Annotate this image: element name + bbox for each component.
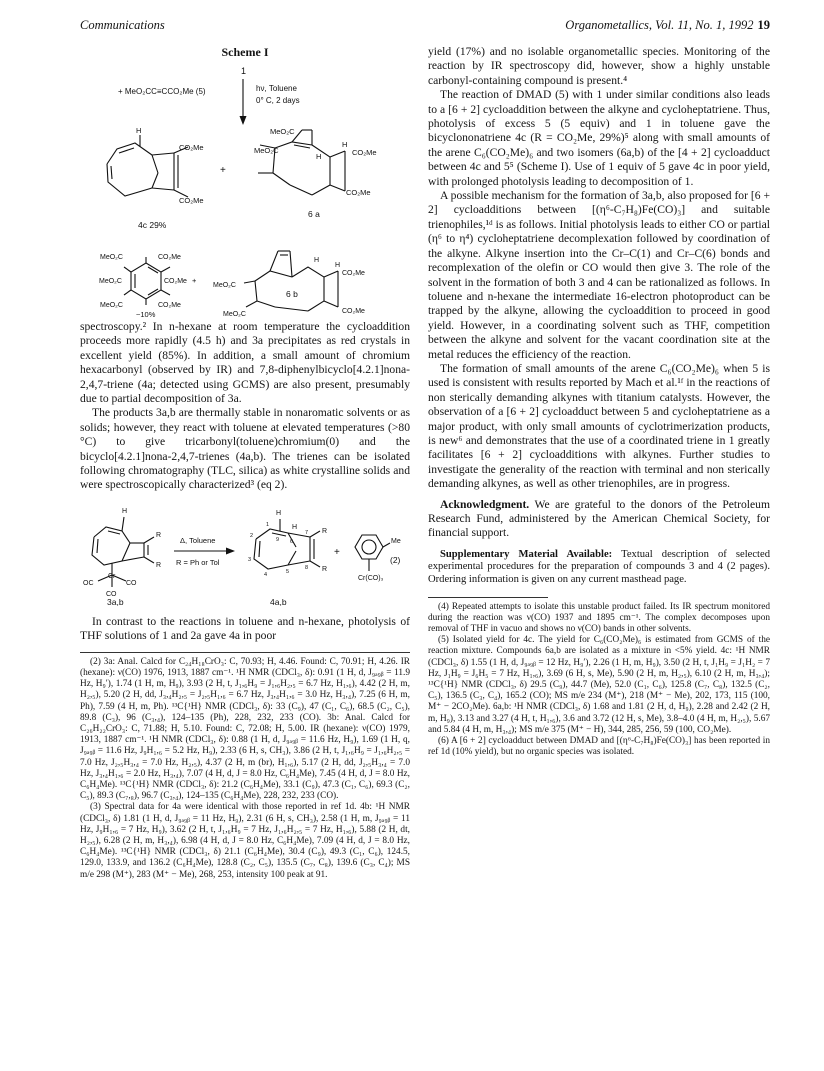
eq-locant-6: 6 [290, 538, 294, 545]
right-column [428, 45, 770, 758]
eq-label-4ab: 4a,b [270, 596, 287, 607]
eq-plus: + [334, 546, 340, 558]
right-paragraph-3: A possible mechanism for the formation of 3a,b, also proposed for [6 + 2] cycloadditions between [(η⁶-C₇H₈)Fe(CO)₃] and suitable trienophiles,¹ᵈ is as follows. Initial photolysis leads to either CO or partial (η⁶ to η⁴) cycloheptatriene decomplexation followed by coordination of the alkyne. Alkyne insertion into the Cr–C(1) and Cr–C(6) bonds and recomplexation of the olefin or CO would then give 3. The role of the solvent in the formation of both 3 and 4 can be rationalized as follows. In toluene and n-hexane the intermediate 16-electron photoproduct can be trapped by the alkyne, allowing the cycloaddition to proceed in good yield. However, in a coordinating solvent such as THF, competition between the alkyne and solvent for the vacant coordination site at the metal reduces the efficiency of the reaction. [428, 189, 770, 361]
scheme-6b-CO2Me-bottom: CO₂Me [342, 308, 365, 315]
scheme-6b-H-1: H [314, 257, 320, 264]
footnote-3: (3) Spectral data for 4a were identical with those reported in ref 1d. 4b: ¹H NMR (CDCl₃, δ) 1.81 (1 H, d, J₉ₐ₉ᵦ = 11 Hz, H₉), 2.31 (6 H, s, CH₃), 2.58 (1 H, m, J₉ₐ₉ᵦ = 11 Hz, J₉H₁,₆ = 7 Hz, H₉), 3.62 (2 H, t, J₁,₆H₉ = 7 Hz, J₁,₆H₂,₅ = 7 Hz, H₁,₆), 5.88 (2 H, dt, H₂,₅), 6.28 (2 H, m, H₃,₄), 6.98 (4 H, d, J = 8.0 Hz, C₆H₄Me), 7.09 (4 H, d, J = 8.0 Hz, C₆H₄Me). ¹³C{¹H} NMR (CDCl₃, δ) 21.1 (C₆H₄Me), 30.4 (C₉), 49.3 (C₁, C₆), 124.5, 129.0, 133.9, and 136.2 (C₆H₄Me), 128.8 (C₂, C₅), 135.5 (C₇, C₈), 139.6 (C₃, C₄); MS m/e 298 (M⁺), 283 (M⁺ − Me), 268, 253, intensity 100 peak at 91. [80, 802, 410, 880]
scheme-arene-yield: ~10% [136, 310, 156, 319]
scheme-1 [80, 45, 410, 320]
eq-4ab-H-right: H [292, 523, 298, 531]
scheme-6a-MeO2C-mid: MeO₂C [254, 146, 279, 155]
scheme-6a-H-1: H [316, 152, 322, 161]
arene-MeO2C-2: MeO₂C [99, 278, 122, 285]
supplementary-text: Textual description of selected experimental procedures for the preparation of compounds 3 and 4 (2 pages). Ordering information is given on any current masthead page. [428, 548, 770, 585]
eq-toluene-CrCO3: Cr(CO)₃ [358, 574, 384, 582]
right-paragraph-2: The reaction of DMAD (5) with 1 under similar conditions also leads to a [6 + 2] cycloaddition between the alkyne and cycloheptatriene. Thus, photolysis of excess 5 (5 equiv) and 1 in toluene gave the bicyclononatriene 4c (R = CO₂Me, 29%)⁵ along with small amounts of the arene C₆(CO₂Me)₆ and two isomers (6a,b) of the [4 + 2] cycloadduct between 4c and 5⁵ (Scheme I). Use of 1 equiv of 5 gave 4c in poor yield, with prolonged photolysis leading to decomposition of 1. [428, 88, 770, 188]
eq-3ab-H: H [122, 507, 128, 515]
footnote-divider-right [428, 597, 548, 598]
eq-3ab-R-top: R [156, 531, 162, 539]
left-column [80, 45, 410, 881]
scheme-label-6a: 6 a [308, 209, 320, 219]
eq-toluene-Me: Me [391, 537, 401, 545]
footnote-6: (6) A [6 + 2] cycloadduct between DMAD and [(η⁶-C₇H₈)Fe(CO)₃] has been reported in ref 1d (10% yield), but no organic species was isolated. [428, 736, 770, 758]
left-paragraph-3: In contrast to the reactions in toluene and n-hexane, photolysis of THF solutions of 1 and 2a gave 4a in poor [80, 614, 410, 643]
eq-4ab-R-top: R [322, 527, 328, 535]
running-head-journal-section: Communications [80, 18, 165, 32]
eq-locant-5: 5 [286, 568, 290, 575]
scheme-4c-CO2Me-bottom: CO₂Me [179, 196, 204, 205]
eq-4ab-R-bottom: R [322, 565, 328, 573]
footnote-5: (5) Isolated yield for 4c. The yield for C₆(CO₂Me)₆ is estimated from GCMS of the reaction mixture. Compounds 6a,b are isolated as a mixture in <5% yield. 4c: ¹H NMR (CDCl₃, δ) 1.55 (1 H, d, J₉ₐ₉ᵦ = 12 Hz, H₉′), 2.26 (1 H, m, H₉), 3.50 (2 H, t, J₁H₉ = J₁H₂ = 7 Hz, J₁H₉ = J₆H₅ = 7 Hz, H₁,₆), 3.69 (6 H, s, Me), 5.90 (2 H, m, H₂,₅), 6.10 (2 H, m, H₃,₄); ¹³C{¹H} NMR (CDCl₃, δ) 29.5 (C₉), 44.7 (Me), 52.0 (C₁, C₆), 125.8 (C₇, C₈), 132.5 (C₂, C₅), 136.5 (C₃, C₄), 165.2 (CO); MS m/e 234 (M⁺), 218 (M⁺ − Me), 202, 173, 115 (100, M⁺ − 2CO₂Me). 6a,b: ¹H NMR (CDCl₃, δ) 1.68 and 1.81 (2 H, d, H₉), 2.28 and 2.42 (2 H, m, H₉), 3.13 and 3.27 (4 H, t, H₁,₆), 3.6 and 3.72 (12 H, s, Me), 3.8–4.0 (4 H, m, H₂,₅), 5.67 and 5.84 (4 H, m, H₃,₄); MS m/e 375 (M⁺ − H), 344, 285, 256, 59 (100, CO₂Me). [428, 635, 770, 735]
footnote-divider-left [80, 652, 410, 653]
equation-2 [80, 499, 410, 607]
scheme-6b-MeO2C-1: MeO₂C [213, 282, 236, 289]
scheme-plus-1: + [220, 165, 226, 176]
footnote-2: (2) 3a: Anal. Calcd for C₂₄H₁₈CrO₃: C, 70.93; H, 4.46. Found: C, 70.91; H, 4.26. IR (hexane): ν(CO) 1976, 1913, 1887 cm⁻¹. ¹H NMR (CDCl₃, δ): 0.91 (1 H, d, J₉ₐ₉ᵦ = 11.9 Hz, H₉′), 1.74 (1 H, m, H₉), 3.93 (2 H, t, J₁,₆H₉ = J₁,₆H₂,₅ = 6.7 Hz, H₁,₆), 4.42 (2 H, m, H₂,₅), 5.20 (2 H, dd, J₃,₄H₂,₅ = J₂,₅H₁,₆ = 6.7 Hz, J₃,₄H₁,₆ = 3.0 Hz, H₃,₄), 7.25 (6 H, m, Ph), 7.59 (4 H, m, Ph). ¹³C{¹H} NMR (CDCl₃, δ): 33 (C₉), 47 (C₁, C₆), 68.5 (C₂, C₅), 89.8 (C₃), 96 (C₃,₄), 124–135 (Ph), 228, 232, 233 (CO). 3b: Anal. Calcd for C₂₆H₂₂CrO₃: C, 71.88; H, 5.10. Found: C, 72.08; H, 5.00. IR (hexane): ν(CO) 1979, 1913, 1887 cm⁻¹. ¹H NMR (CDCl₃, δ): 0.88 (1 H, d, J₉ₐ₉ᵦ = 11.6 Hz, H₉), 1.69 (1 H, q, J₉ₐ₉ᵦ = 11.6 Hz, J₉H₁,₆ = 5.2 Hz, H₉), 2.33 (6 H, s, CH₃), 3.86 (2 H, t, J₁,₆H₉ = J₁,₆H₂,₅ = 7.0 Hz, J₂,₅H₃,₄ = 7.0 Hz, H₂,₅), 4.37 (2 H, m (br), H₁,₆), 5.17 (2 H, dd, J₂,₅H₃,₄ = 7.0 Hz, J₃,₄H₁,₆ = 2.0 Hz, H₃,₄), 7.07 (4 H, d, J = 8.0 Hz, C₆H₄Me), 7.45 (4 H, d, J = 8.0 Hz, C₆H₄Me). ¹³C{¹H} NMR (CDCl₃, δ): 21.2 (C₆H₄Me), 33.1 (C₉), 47.3 (C₁, C₆), 69.3 (C₂, C₅), 89.3 (C₇,₈), 96.7 (C₃,₄), 124–135 (C₆H₄Me), 228, 232, 233 (CO). [80, 656, 410, 802]
page-number: 19 [757, 18, 770, 32]
supplementary-heading: Supplementary Material Available: [440, 548, 613, 560]
eq-label-3ab: 3a,b [107, 596, 124, 607]
arene-MeO2C-1: MeO₂C [100, 254, 123, 261]
footnote-4: (4) Repeated attempts to isolate this unstable product failed. Its IR spectrum monitored during the reaction was ν(CO) 1937 and 1895 cm⁻¹. The complex decomposes upon removal of THF in vacuo and shows no ν(CO) bands in other solvents. [428, 601, 770, 634]
left-paragraph-1: spectroscopy.² In n-hexane at room temperature the cycloaddition proceeds more rapidly (4.5 h) and 3a precipitates as red crystals in excellent yield (85%). In addition, a small amount of chromium hexacarbonyl (observed by IR) and 7,8-diphenylbicyclo[4.2.1]nona-2,4,7-triene (4a; detected using GCMS) are also present, presumably due to partial decomposition of 3a. [80, 320, 410, 406]
eq-3ab-Cr: Cr [108, 572, 116, 580]
scheme-6a-MeO2C-top: MeO₂C [270, 127, 295, 136]
scheme-4c-H: H [136, 126, 142, 135]
scheme-conditions-1: hν, Toluene [256, 84, 297, 93]
scheme-6a-H-2: H [342, 140, 348, 149]
acknowledgment [428, 498, 770, 541]
scheme-4c-CO2Me-top: CO₂Me [179, 143, 204, 152]
eq-3ab-R-bottom: R [156, 561, 162, 569]
eq-3ab-OC: OC [83, 579, 94, 587]
eq-locant-9: 9 [276, 536, 280, 543]
eq-3ab-CO-right: CO [126, 579, 137, 587]
arene-CO2Me-3: CO₂Me [158, 302, 181, 309]
left-paragraph-2: The products 3a,b are thermally stable in nonaromatic solvents or as solids; however, they react with toluene at elevated temperatures (>80 °C) to give tricarbonyl(toluene)chromium(0) and the bicyclo[4.2.1]nona-2,4,7-trienes (4a,b). The trienes can be isolated following chromatography (TLC, silica) as white crystalline solids and were spectroscopically characterized³ (eq 2). [80, 406, 410, 492]
scheme-6b-MeO2C-2: MeO₂C [223, 311, 246, 318]
scheme-conditions-2: 0° C, 2 days [256, 96, 300, 105]
eq-locant-3: 3 [248, 556, 252, 563]
running-head [80, 18, 770, 36]
running-head-journal: Organometallics, Vol. 11, No. 1, 1992 [565, 18, 754, 32]
running-head-citation [565, 18, 770, 33]
supplementary-material [428, 549, 770, 587]
scheme-plus-2: + [192, 276, 197, 285]
eq-locant-8: 8 [305, 564, 309, 571]
eq-4ab-H-top: H [276, 509, 282, 517]
acknowledgment-heading: Acknowledgment. [440, 497, 530, 511]
eq-locant-1: 1 [266, 521, 270, 528]
equation-2-drawing [80, 499, 410, 607]
scheme-1-drawing [80, 45, 410, 320]
eq-conditions-2: R = Ph or Tol [176, 557, 220, 567]
right-paragraph-4: The formation of small amounts of the arene C₆(CO₂Me)₆ when 5 is used is consistent with results reported by Mach et al.¹ᶠ in the reactions of non sterically demanding alkynes with titanium catalysts. However, the observation of a [6 + 2] cycloadduct between 5 and cycloheptatriene as a major product, with only small amounts of cyclotrimerization products, is new⁶ and demonstrates that the use of a coordinated triene in 1 greatly facilitates [6 + 2] cycloadditions with alkynes. Further studies to investigate the generality of the reaction with terminal and non sterically demanding alkynes, as well as other trienophiles, are in progress. [428, 361, 770, 491]
scheme-6b-CO2Me-top: CO₂Me [342, 270, 365, 277]
arene-CO2Me-1: CO₂Me [158, 254, 181, 261]
eq-locant-2: 2 [250, 532, 254, 539]
scheme-title: Scheme I [221, 45, 269, 59]
scheme-6a-CO2Me-bottom: CO₂Me [346, 188, 371, 197]
scheme-reagent: + MeO₂CC≡CCO₂Me (5) [118, 87, 206, 96]
acknowledgment-text: We are grateful to the donors of the Petroleum Research Fund, administered by the American Chemical Society, for financial support. [428, 497, 770, 540]
eq-locant-4: 4 [264, 571, 268, 578]
scheme-start-compound: 1 [241, 66, 247, 76]
eq-number: (2) [390, 554, 401, 565]
eq-3ab-CO-bottom: CO [106, 590, 117, 598]
scheme-label-6b: 6 b [286, 289, 298, 299]
eq-conditions-1: Δ, Toluene [180, 535, 216, 545]
arene-MeO2C-3: MeO₂C [100, 302, 123, 309]
arene-CO2Me-2: CO₂Me [164, 278, 187, 285]
eq-locant-7: 7 [305, 529, 309, 536]
scheme-label-4c: 4c 29% [138, 220, 167, 230]
right-paragraph-1: yield (17%) and no isolable organometallic species. Monitoring of the reaction by IR spectroscopy did, however, show a highly unstable carbonyl-containing compound is present.⁴ [428, 45, 770, 87]
scheme-6a-CO2Me-top: CO₂Me [352, 148, 377, 157]
scheme-6b-H-2: H [335, 262, 341, 269]
